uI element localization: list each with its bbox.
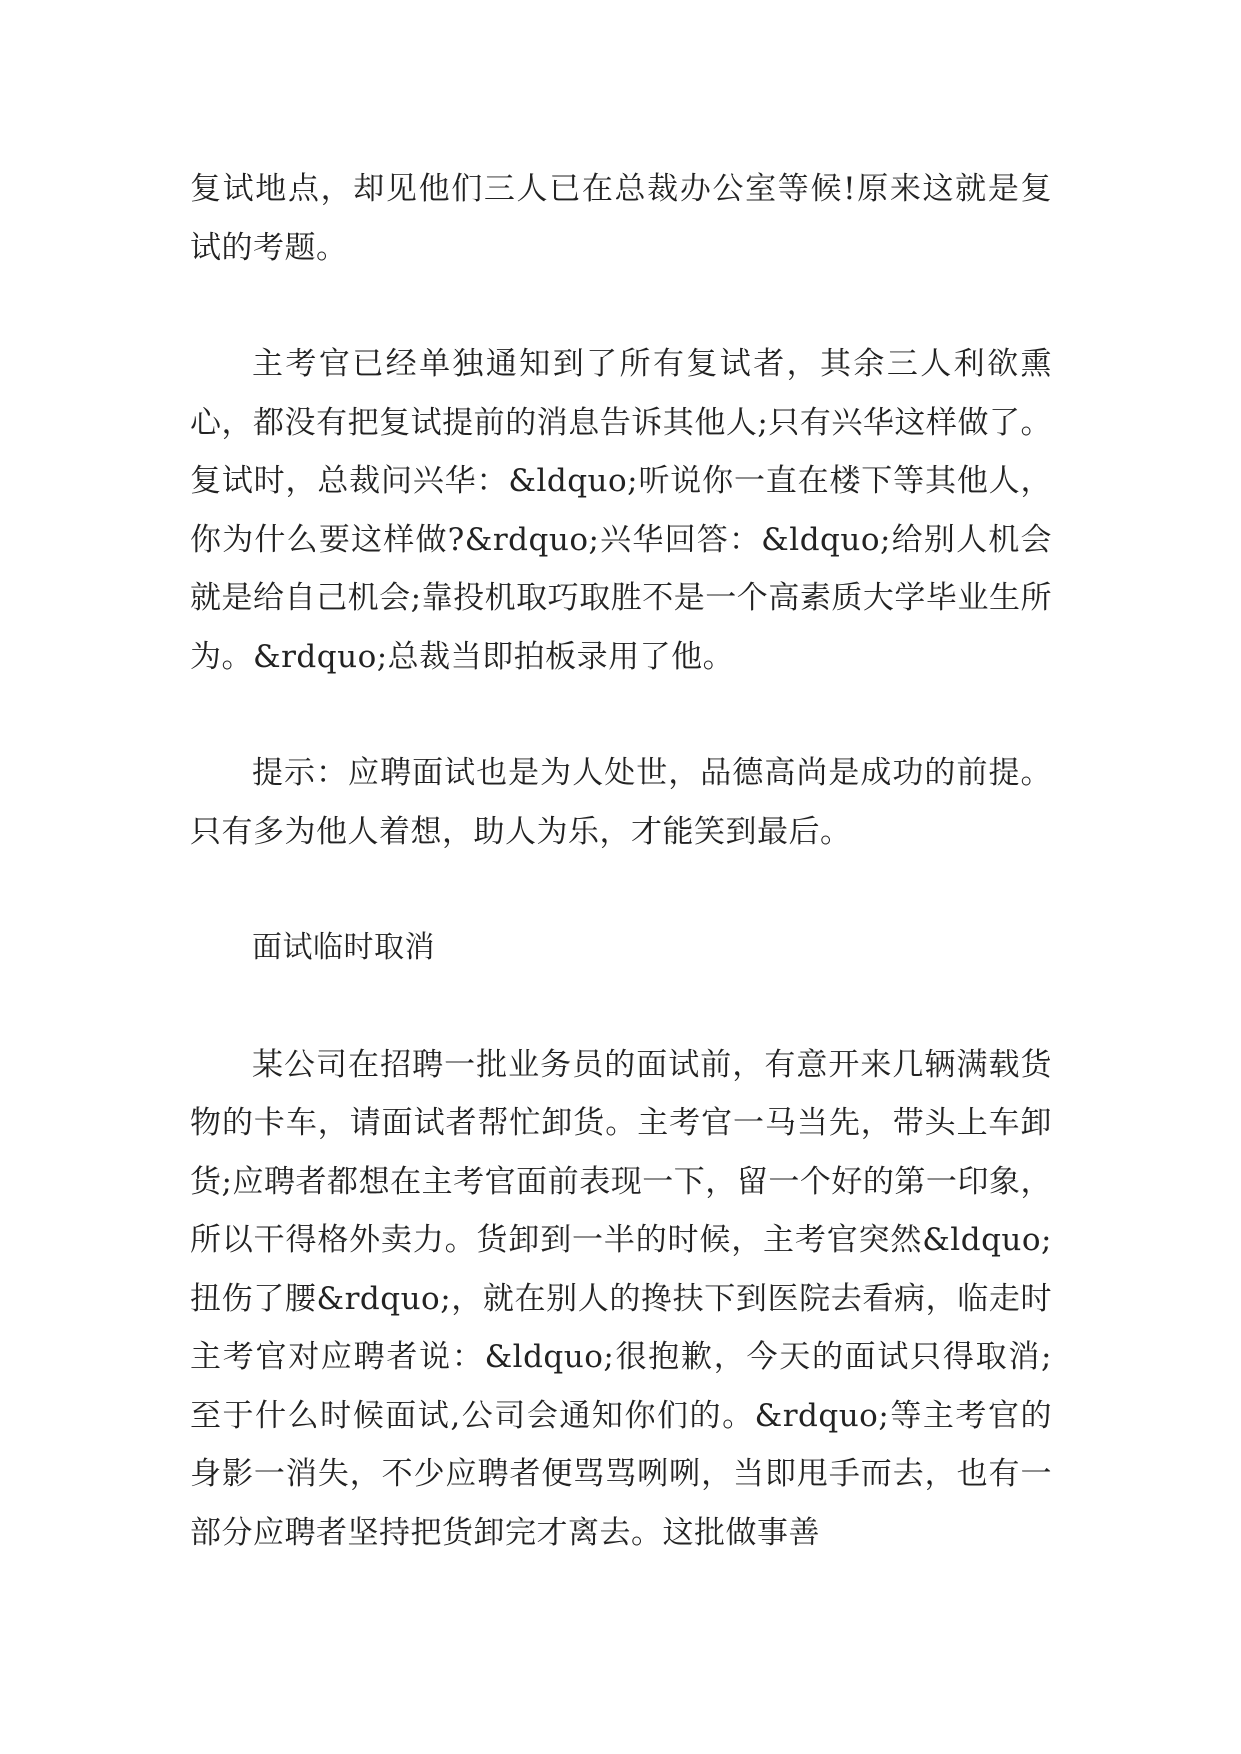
section-heading: 面试临时取消 [252, 930, 435, 965]
paragraph-continuation: 复试地点，却见他们三人已在总裁办公室等候!原来这就是复试的考题。 [190, 171, 1052, 266]
paragraph-tip: 提示：应聘面试也是为人处世，品德高尚是成功的前提。只有多为他人着想，助人为乐，才能笑到最后。 [190, 755, 1052, 850]
paragraph-retest-story: 主考官已经单独通知到了所有复试者，其余三人利欲熏心，都没有把复试提前的消息告诉其他人;只有兴华这样做了。复试时，总裁问兴华：&ldquo;听说你一直在楼下等其他人，你为什么要这样做?&rdquo;兴华回答：&ldquo;给别人机会就是给自己机会;靠投机取巧取胜不是一个高素质大学毕业生所为。&rdquo;总裁当即拍板录用了他。 [190, 346, 1052, 675]
paragraph-interview-cancelled: 某公司在招聘一批业务员的面试前，有意开来几辆满载货物的卡车，请面试者帮忙卸货。主考官一马当先，带头上车卸货;应聘者都想在主考官面前表现一下，留一个好的第一印象，所以干得格外卖力。货卸到一半的时候，主考官突然&ldquo;扭伤了腰&rdquo;，就在别人的搀扶下到医院去看病，临走时主考官对应聘者说：&ldquo;很抱歉，今天的面试只得取消;至于什么时候面试,公司会通知你们的。&rdquo;等主考官的身影一消失，不少应聘者便骂骂咧咧，当即甩手而去，也有一部分应聘者坚持把货卸完才离去。这批做事善 [190, 1046, 1052, 1551]
document-body [190, 160, 1052, 1620]
